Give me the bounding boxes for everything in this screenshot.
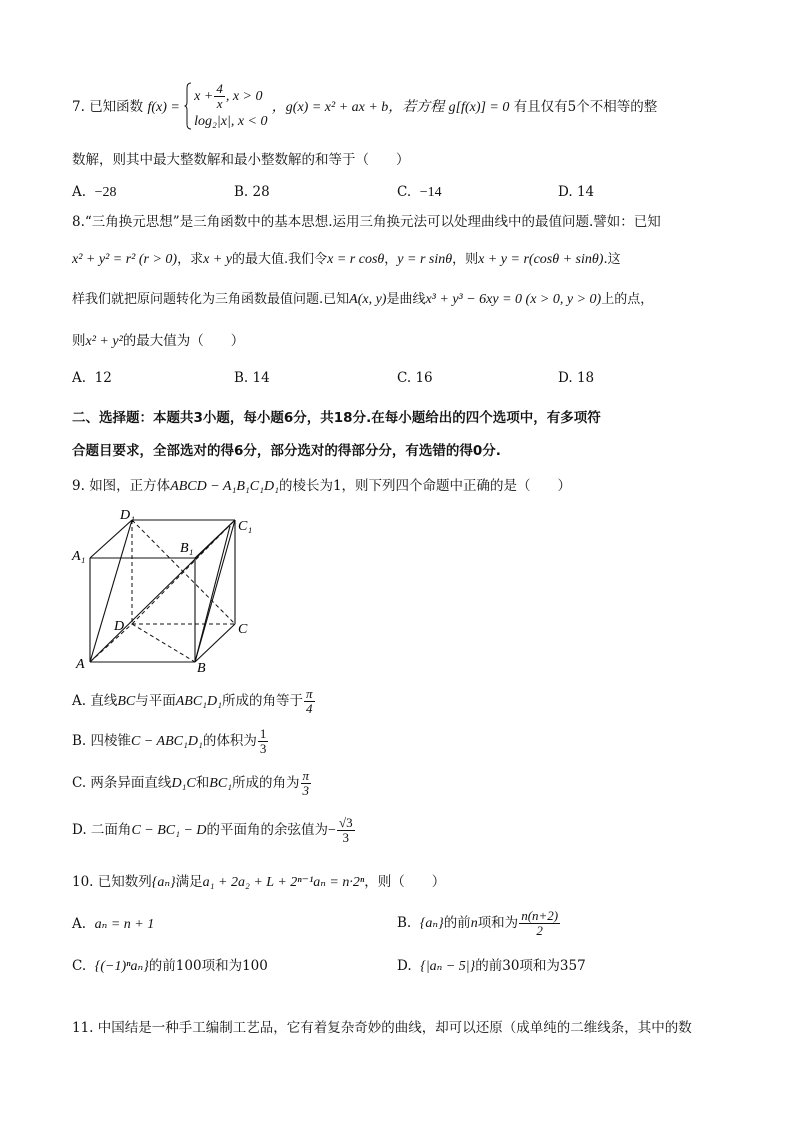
q7-frac-4-over-x	[214, 82, 225, 111]
label-b1: B₁	[180, 541, 194, 556]
label-d: D	[114, 619, 125, 634]
q8-opt-c-label: C.	[397, 370, 412, 386]
q8-opt-c-value: 16	[415, 370, 433, 386]
q8-circle-eq: x² + y² = r² (r > 0)	[72, 252, 178, 267]
q10-b-2: {aₙ}	[419, 916, 444, 931]
q7-opt-c-value: −14	[419, 185, 442, 200]
q9-option-c[interactable]	[72, 766, 312, 801]
label-a1: A₁	[72, 549, 86, 564]
q8-opt-b-value: 14	[252, 370, 270, 386]
q10-c-1: C.	[72, 958, 87, 974]
q10-a-1: A.	[72, 916, 87, 932]
q9-d-num: √3	[338, 815, 353, 830]
q8-l2i: x + y = r(cosθ + sinθ)	[478, 252, 604, 267]
section-2-heading-line2: 合题目要求，全部选对的得6分，部分选对的得部分分，有选错的得0分.	[72, 443, 501, 459]
q9-a-2: BC	[117, 694, 136, 709]
q7-piecewise	[184, 82, 267, 133]
q9-c-3: 和	[195, 775, 210, 791]
q10-b-frac	[519, 909, 560, 938]
q7-piece1-a: x +	[194, 89, 214, 104]
q9-c-frac	[301, 769, 312, 798]
q8-opt-a-value: 12	[94, 370, 112, 386]
q9-option-d[interactable]	[72, 812, 356, 849]
q8-line1	[72, 212, 661, 232]
q7-option-a[interactable]	[72, 182, 117, 203]
q7-number: 7.	[72, 99, 85, 115]
q10-seq: {aₙ}	[151, 875, 176, 890]
q8-l3c: 是曲线	[386, 292, 426, 307]
q9-b-3: 的体积为	[202, 733, 257, 749]
q10-option-a[interactable]	[72, 914, 154, 935]
q10-option-d[interactable]	[397, 956, 586, 977]
q8-curve-eq: x³ + y³ − 6xy = 0 (x > 0, y > 0)	[425, 292, 602, 307]
q10-b-den: 2	[536, 923, 543, 938]
q9-b-frac	[258, 727, 269, 756]
q8-l3b: A(x, y)	[349, 292, 387, 307]
q9-c-1: C. 两条异面直线	[72, 775, 172, 791]
q10-d-1: D.	[397, 958, 412, 974]
q9-d-3: 的平面角的余弦值为	[206, 822, 329, 838]
q10-c-3: 的前100项和为100	[148, 958, 268, 974]
q7-opt-a-value: −28	[94, 185, 117, 200]
q7-line2: 数解，则其中最大整数解和最小整数解的和等于（ ）	[72, 152, 410, 168]
q9-a-frac	[304, 687, 315, 716]
q9-c-4: BC₁	[209, 776, 233, 791]
q9-a-3: 与平面	[135, 693, 176, 709]
label-b: B	[197, 661, 206, 676]
left-brace-icon	[184, 82, 192, 130]
q8-l2g: y = r sinθ	[397, 252, 453, 267]
q9-d-sign: −	[328, 823, 336, 838]
q7-text-1: 已知函数	[89, 99, 144, 115]
q10-option-b[interactable]	[397, 906, 561, 941]
q9-cube-name: ABCD − A₁B₁C₁D₁	[170, 479, 279, 494]
q10-b-5: 项和为	[477, 915, 519, 931]
q8-option-d[interactable]	[558, 368, 594, 388]
q8-l4b: x² + y²	[85, 334, 123, 349]
q7-option-d[interactable]	[558, 182, 594, 202]
label-d1: D₁	[120, 508, 135, 523]
q9-option-b[interactable]	[72, 724, 269, 759]
q8-l2f: ，	[384, 252, 398, 267]
q9-c-den: 3	[302, 783, 310, 798]
q9-b-1: B. 四棱锥	[72, 733, 132, 749]
q7-opt-b-label: B.	[234, 184, 249, 200]
q9-a-den: 4	[306, 701, 313, 716]
q9-a-1: A. 直线	[72, 693, 118, 709]
q9-a-num: π	[306, 686, 313, 701]
q9-d-den: 3	[342, 830, 350, 845]
q8-l3e: 上的点，	[601, 292, 654, 307]
q9-c-num: π	[302, 768, 310, 783]
q11-stem: 11. 中国结是一种手工编制工艺品，它有着复杂奇妙的曲线，却可以还原（成单纯的二维线条，其中的数	[72, 1020, 692, 1036]
q10-stem	[72, 872, 445, 893]
q7-opt-d-value: 14	[576, 184, 595, 200]
q10-c-2: {(−1)ⁿaₙ}	[94, 959, 149, 974]
q7-frac-den: x	[216, 96, 223, 111]
q7-option-b[interactable]	[234, 182, 270, 202]
q7-equation: g[f(x)] = 0	[448, 100, 510, 115]
q8-opt-b-label: B.	[234, 370, 249, 386]
q9-b-2: C − ABC₁D₁	[131, 734, 203, 749]
q7-opt-a-label: A.	[72, 184, 87, 200]
q8-option-b[interactable]	[234, 368, 270, 388]
q7-f-lhs: f(x) =	[147, 100, 180, 115]
q7-option-c[interactable]	[397, 182, 442, 203]
q9-d-frac	[337, 816, 355, 845]
q8-l4c: 的最大值为（ ）	[122, 333, 245, 349]
q8-l2b: ，求	[177, 252, 204, 267]
section-2-heading-line1: 二、选择题：本题共3小题，每小题6分，共18分.在每小题给出的四个选项中，有多项符	[72, 410, 601, 426]
q10-b-4: n	[470, 916, 478, 931]
q9-b-num: 1	[259, 726, 267, 741]
q10-t1: 已知数列	[97, 874, 152, 890]
q10-b-num: n(n+2)	[521, 908, 559, 923]
q9-number: 9.	[72, 478, 85, 494]
q8-l2e: x = r cosθ	[327, 252, 385, 267]
q8-line2	[72, 250, 621, 270]
q10-t3: ，则（ ）	[364, 874, 446, 890]
q8-option-a[interactable]	[72, 368, 112, 388]
q8-l2j: .这	[603, 252, 621, 267]
q8-option-c[interactable]	[397, 368, 433, 388]
q9-d-1: D. 二面角	[72, 822, 132, 838]
q7-frac-num: 4	[216, 81, 223, 96]
q8-opt-d-value: 18	[576, 370, 595, 386]
q7-line1	[72, 82, 657, 133]
q9-b-den: 3	[259, 741, 267, 756]
q10-d-2: {|aₙ − 5|}	[420, 959, 476, 974]
q7-opt-c-label: C.	[397, 184, 412, 200]
q8-text-1: “三角换元思想”是三角函数中的基本思想.运用三角换元法可以处理曲线中的最值问题.譬如：已知	[84, 214, 661, 230]
q8-line3	[72, 290, 653, 310]
q8-line4	[72, 331, 244, 352]
q7-piece-2: log₂|x|, x < 0	[194, 114, 268, 129]
q8-opt-d-label: D.	[558, 370, 573, 386]
q8-l4a: 则	[72, 333, 86, 349]
label-c1: C₁	[238, 519, 253, 534]
label-c: C	[238, 622, 248, 637]
q9-stem	[72, 476, 571, 497]
q10-d-3: 的前30项和为357	[475, 958, 586, 974]
cube-diagram	[70, 502, 260, 680]
q8-l3a: 样我们就把原问题转化为三角函数最值问题.已知	[72, 292, 350, 307]
q9-a-4: ABC₁D₁	[175, 694, 223, 709]
q10-option-c[interactable]	[72, 956, 268, 977]
q7-piece1-b: , x > 0	[225, 89, 263, 104]
label-a: A	[76, 657, 85, 672]
q9-c-2: D₁C	[171, 776, 196, 791]
q10-number: 10.	[72, 874, 94, 890]
q10-b-1: B.	[397, 915, 412, 931]
q10-relation: a₁ + 2a₂ + L + 2ⁿ⁻¹aₙ = n·2ⁿ	[202, 875, 365, 890]
q7-text-2: 有且仅有5个不相等的整	[513, 99, 658, 115]
q10-b-3: 的前	[443, 915, 471, 931]
q7-opt-d-label: D.	[558, 184, 573, 200]
q9-c-5: 所成的角为	[232, 775, 300, 791]
q10-t2: 满足	[175, 874, 203, 890]
q8-number: 8.	[72, 214, 85, 230]
q9-d-2: C − BC₁ − D	[131, 823, 207, 838]
q7-g-def: ，g(x) = x² + ax + b，若方程	[271, 100, 445, 115]
q9-t2: 的棱长为1，则下列四个命题中正确的是（ ）	[278, 478, 572, 494]
q9-a-5: 所成的角等于	[222, 693, 304, 709]
q7-opt-b-value: 28	[252, 184, 270, 200]
q9-t1: 如图，正方体	[89, 478, 171, 494]
q9-option-a[interactable]	[72, 684, 316, 719]
q8-opt-a-label: A.	[72, 370, 87, 386]
q10-a-2: aₙ = n + 1	[94, 917, 155, 932]
q8-l2c: x + y	[203, 252, 232, 267]
q8-l2h: ，则	[452, 252, 479, 267]
q8-l2d: 的最大值.我们令	[231, 252, 328, 267]
q7-piece-1	[194, 82, 267, 111]
